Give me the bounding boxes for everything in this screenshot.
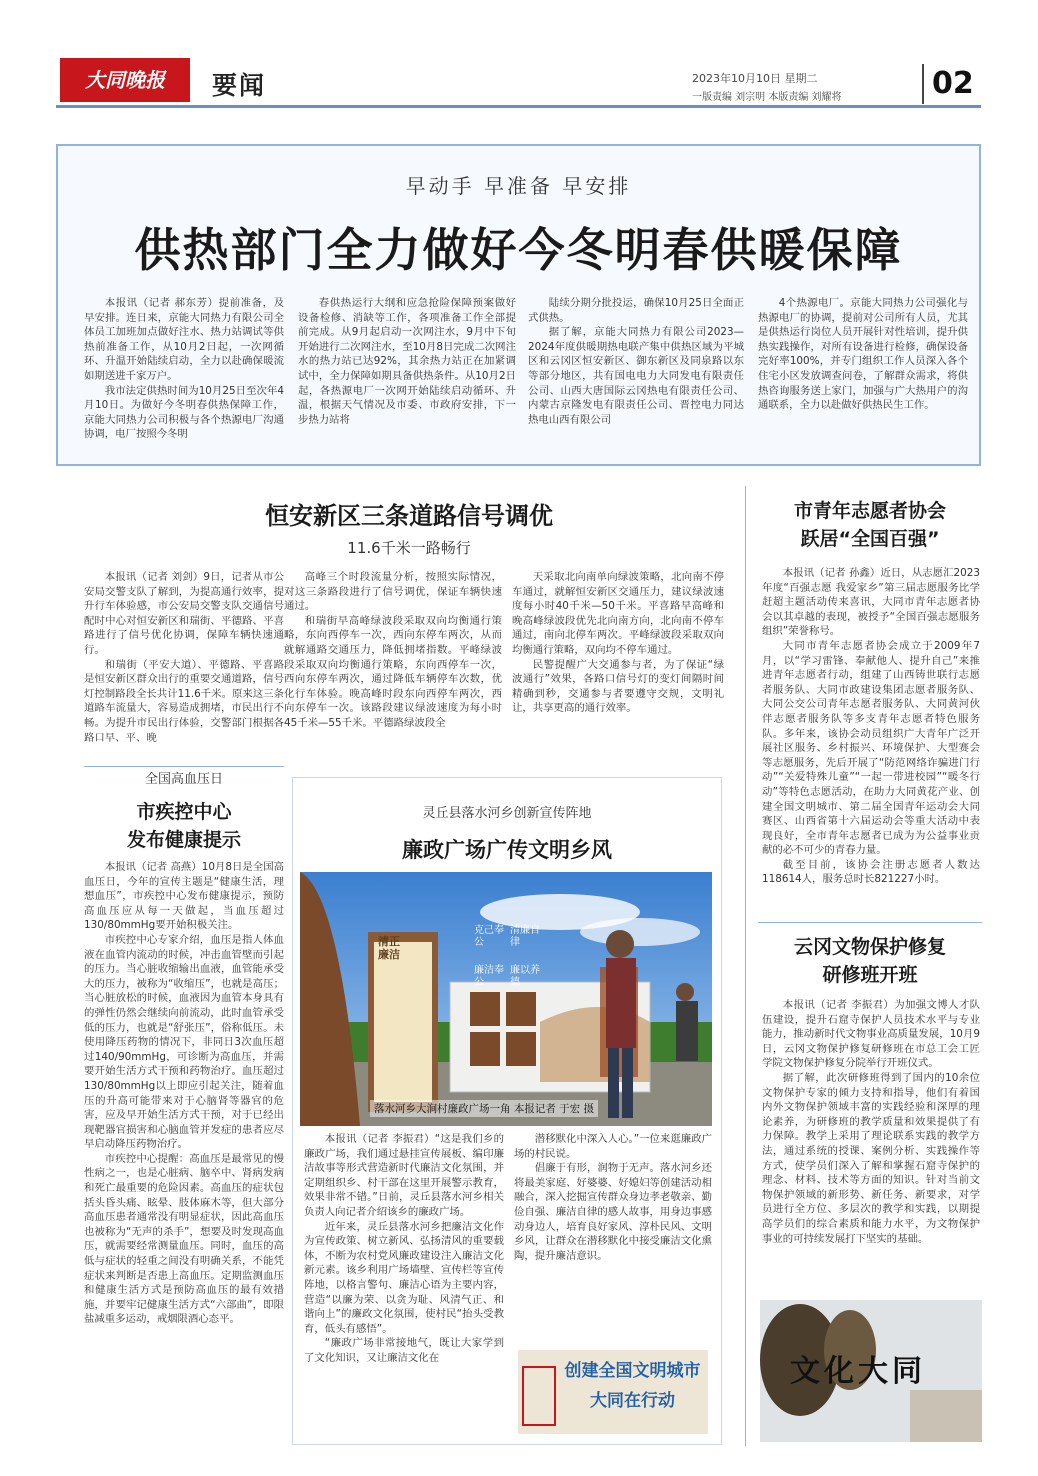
- paragraph: 本报讯（记者 郝东芳）提前准备，及早安排。连日来，京能大同热力有限公司全体员工加班加点做好注水、热力站调试等供热前准备工作，从10月2日起，一次网循环、升温开始陆续启动，全力以赴确保暖流如期送进千家万户。: [84, 297, 284, 382]
- traffic-col-2: [284, 570, 502, 758]
- paragraph: 潜移默化中深入人心。”一位来逛廉政广场的村民说。: [514, 1133, 712, 1160]
- traffic-subheadline: 11.6千米一路畅行: [347, 539, 471, 557]
- traffic-headline: 恒安新区三条道路信号调优: [265, 502, 553, 530]
- lead-headline: 供热部门全力做好今冬明春供暖保障: [134, 223, 903, 277]
- lead-subheadline: 早动手 早准备 早安排: [405, 174, 632, 198]
- board-text-2: 清廉自律: [510, 925, 540, 948]
- village-headline: 廉政广场广传文明乡风: [402, 838, 612, 862]
- paragraph: “廉政广场非常接地气，既让大家学到了文化知识，又让廉洁文化在: [304, 1337, 504, 1364]
- section-title: 要闻: [212, 71, 267, 100]
- volunteer-headline-2: 跃居“全国百强”: [800, 528, 940, 550]
- paragraph: 天采取北向南单向绿波策略，北向南不停车通过，就解恒安新区交通压力，建议绿波速度每小时40千米—50千米。平喜路早高峰和晚高峰绿波段优先北向南方向，北向南不停车通过，南向北停车两次。平峰绿波段采取双向均衡通行策略，双向均不停车通过。: [512, 571, 724, 656]
- volunteer-body: [762, 566, 980, 918]
- lead-col-2: [298, 296, 516, 454]
- column-rule-right: [745, 486, 746, 1446]
- paragraph: 和瑞街（平安大道）、平德路、平喜路是恒安新区群众出行的重要交通道路，信号灯控制路段全长共计11.6千米。原来这三条道路车流量大，容易造成拥堵，市民出行不畅。为提升市民出行体验，交警部门根据各路口早、平、晚: [84, 658, 284, 744]
- heritage-headline-2: 研修班开班: [822, 964, 918, 986]
- lead-col-3: [528, 296, 744, 454]
- promo-line-2: 大同在行动: [590, 1391, 675, 1411]
- heritage-top-rule: [758, 922, 982, 923]
- paragraph: 民警提醒广大交通参与者，为了保证“绿波通行”效果，各路口信号灯的变灯间隔时间精确到秒，交通参与者要遵守交规，文明礼让，共享更高的通行效率。: [512, 658, 724, 715]
- newspaper-logo: 大同晚报: [60, 58, 190, 102]
- paragraph: 近年来，灵丘县落水河乡把廉洁文化作为宣传政策、树立新风、弘扬清风的重要载体，不断为农村党风廉政建设注入廉洁文化新元素。该乡利用广场墙壁、宣传栏等宣传阵地，以格言警句、廉洁心语为主要内容，营造“以廉为荣、以贪为耻、风清气正、和谐向上”的廉政文化氛围，使村民“抬头受教育，低头有感悟”。: [304, 1220, 504, 1335]
- paragraph: 本报讯（记者 刘剑）9日，记者从市公安局交警支队了解到，为提高通行效率，提升行车体验感，市公安局交警支队交通信号配时中心对恒安新区和瑞街、平德路、平喜路进行了信号优化协调，保障车辆快速通行。: [84, 571, 284, 656]
- heritage-headline-1: 云冈文物保护修复: [793, 936, 946, 958]
- paragraph: 倡廉于有形，润物于无声。落水河乡还将最美家庭、好婆婆、好媳妇等创建活动相融合，深入挖掘宣传群众身边孝老敬亲、勤俭自强、廉洁自律的感人故事，用身边事感动身边人，培育良好家风、淳朴民风、文明乡风，让群众在潜移默化中接受廉洁文化熏陶，提升廉洁意识。: [514, 1162, 712, 1262]
- village-photo: [300, 872, 712, 1126]
- health-top-rule: [84, 766, 284, 767]
- paragraph: 春供热运行大纲和应急抢险保障预案做好设备检修、消缺等工作，各项准备工作全部提前完成。从9月起启动一次网注水，9月中下旬开始进行二次网注水，至10月8日完成二次网注水的热力站已达92%，其余热力站正在加紧调试中，全力保障如期具备供热条件。从10月2日起，各热源电厂一次网开始陆续启动循环、升温，根据天气情况及市委、市政府安排，下一步热力站将: [298, 297, 516, 426]
- issue-date: 2023年10月10日 星期二: [692, 72, 818, 85]
- board-text-1: 克己奉公: [474, 925, 504, 948]
- board-text-3: 廉洁奉公: [474, 965, 504, 988]
- paragraph: 据了解，此次研修班得到了国内的10余位文物保护专家的倾力支持和指导，他们有着国内外文物保护领域丰富的实践经验和深厚的理论素养，为研修班的教学质量和效果提供了有力保障。教学上采用了理论联系实践的教学方法，通过系统的授课、案例分析、实践操作等方式，使学员们深入了解和掌握石窟寺保护的理念、材料、技术等方面的知识。针对当前文物保护领域的新形势、新任务、新要求，对学员进行全方位、多层次的教学和实践，以期提高学员们的综合素质和能力水平，为文物保护事业的可持续发展打下坚实的基础。: [762, 1071, 980, 1245]
- masthead-divider: [922, 64, 924, 104]
- health-headline-2: 发布健康提示: [126, 829, 241, 851]
- village-kicker: 灵丘县落水河乡创新宣传阵地: [422, 806, 592, 821]
- traffic-col-3: [512, 570, 724, 758]
- health-headline-1: 市疾控中心: [136, 801, 232, 823]
- paragraph: 本报讯（记者 李振君）“这是我们乡的廉政广场，我们通过悬挂宣传展板、编印廉洁故事等形式营造新时代廉洁文化氛围，并定期组织乡、村干部在这里开展警示教育，效果非常不错。”日前，灵丘县落水河乡相关负责人向记者介绍该乡的廉政广场。: [304, 1133, 504, 1218]
- masthead-rule: [56, 105, 981, 108]
- paragraph: 截至目前，该协会注册志愿者人数达118614人，服务总时长821227小时。: [762, 858, 980, 886]
- volunteer-headline-1: 市青年志愿者协会: [793, 500, 946, 522]
- culture-title: 文化大同: [790, 1354, 926, 1389]
- board-text-4: 廉以养德: [510, 965, 540, 988]
- health-body: [84, 860, 284, 1442]
- lead-col-1: [84, 296, 284, 454]
- paragraph: 本报讯（记者 高燕）10月8日是全国高血压日，今年的宣传主题是“健康生活，理想血压”，市疾控中心发布健康提示，预防高血压应从每一天做起，当血压超过130/80mmHg要开始积极关注。: [84, 861, 284, 932]
- lead-col-4: [758, 296, 968, 454]
- village-col-1: [304, 1132, 504, 1444]
- promo-emblem: [522, 1366, 556, 1426]
- photo-caption: 落水河乡大涧村廉政广场一角 本报记者 于宏 摄: [370, 1100, 598, 1117]
- traffic-col-1: [84, 570, 284, 758]
- paragraph: 4个热源电厂。京能大同热力公司强化与热源电厂的协调，提前对公司所有人员，尤其是供热运行岗位人员开展针对性培训，提升供热实践操作，对所有设备进行检修，确保设备完好率100%，并专门组织工作人员深入各个住宅小区发放调查问卷，了解群众需求，将供热咨询服务送上家门，加强与广大热用户的沟通联系，全力以赴做好供热民生工作。: [758, 297, 968, 412]
- health-kicker: 全国高血压日: [144, 772, 223, 787]
- paragraph: 市疾控中心专家介绍，血压是指人体血液在血管内流动的时候，冲击血管壁而引起的压力。当心脏收缩输出血液，血管能承受大的压力，被称为“收缩压”，也就是高压；当心脏放松的时候，血液因为血管本身具有的弹性仍然会继续向前流动，此时血管承受低的压力，也就是“舒张压”，俗称低压。未使用降压药物的情况下，非同日3次血压超过140/90mmHg，可诊断为高血压，并需要开始生活方式干预和药物治疗。血压超过130/80mmHg以上即应引起关注，随着血压的升高可能带来对于心脑肾等器官的危害，应及早开始生活方式干预，对于已经出现靶器官损害和心脑血管并发症的患者应尽早启动降压药物治疗。: [84, 933, 284, 1151]
- paragraph: 和瑞街早高峰绿波段采取双向均衡通行策略，东向西停车一次，西向东停车两次，从而就解通路交通压力，降低拥堵指数。平峰绿波段采取双向均衡通行策略，东向西停车一次，西向东停车两次，通过降低车辆停车次数，优化行车体验。晚高峰时段东向西停车两次，西向东停车一次。该路段建议绿波速度为每小时45千米—55千米。平德路绿波段全: [284, 614, 502, 729]
- promo-line-1: 创建全国文明城市: [564, 1361, 701, 1381]
- paragraph: 我市法定供热时间为10月25日至次年4月10日。为做好今冬明春供热保障工作，京能大同热力公司积极与各个热源电厂沟通协调，电厂按照今冬明: [84, 384, 284, 441]
- page-number: 02: [932, 66, 974, 101]
- village-col-2: [514, 1132, 712, 1344]
- paragraph: 本报讯（记者 孙鑫）近日，从志愿汇2023年度“百强志愿 我爱家乡”第三届志愿服务比学赶超主题活动传来喜讯，大同市青年志愿者协会以其卓越的表现，被授予“全国百强志愿服务组织”荣誉称号。: [762, 567, 980, 638]
- paragraph: 市疾控中心提醒：高血压是最常见的慢性病之一，也是心脏病、脑卒中、肾病发病和死亡最重要的危险因素。高血压的症状包括头昏头痛、眩晕、肢体麻木等，但大部分高血压患者通常没有明显症状，因此高血压也被称为“无声的杀手”，想要及时发现高血压，就需要经常测量血压。同时，血压的高低与症状的轻重之间没有明确关系，不能凭症状来判断是否患上高血压。定期监测血压和健康生活方式是预防高血压的最有效措施，并要牢记健康生活方式“六部曲”，即限盐减重多运动，戒烟限酒心态平。: [84, 1152, 284, 1326]
- paragraph: 据了解，京能大同热力有限公司2023—2024年度供暖期热电联产集中供热区域为平城区和云冈区恒安新区、御东新区及同泉路以东等部分地区，共有国电电力大同发电有限责任公司、山西大唐国际云冈热电有限责任公司、内蒙古京隆发电有限责任公司、晋控电力同达热电山西有限公司: [528, 326, 744, 426]
- heritage-body: [762, 998, 980, 1296]
- paragraph: 本报讯（记者 李振君）为加强文博人才队伍建设，提升石窟寺保护人员技术水平与专业能力，推动新时代文物事业高质量发展，10月9日，云冈文物保护修复研修班在市总工会工匠学院文物保护修复分院举行开班仪式。: [762, 999, 980, 1070]
- paragraph: 大同市青年志愿者协会成立于2009年7月，以“学习雷锋、奉献他人、提升自己”来推进青年志愿者行动，组建了山西铸世联行志愿者服务队、大同市政建设集团志愿者服务队、大同公交公司青年志愿者服务队、大同黄河伙伴志愿者服务队等多支青年志愿者特色服务队。多年来，该协会动员组织广大青年广泛开展社区服务、乡村振兴、环境保护、大型赛会等志愿服务，先后开展了“防范网络诈骗进门行动”“关爱特殊儿童”“一起一带进校园”“暖冬行动”等特色志愿活动，在助力大同黄花产业、创建全国文明城市、第二届全国青年运动会大同赛区、山西省第十六届运动会等重大活动中表现良好，全市青年志愿者已成为为公益事业贡献的必不可少的青春力量。: [762, 639, 980, 857]
- sign-text-1: 清正廉洁: [378, 935, 400, 961]
- paragraph: 陆续分期分批投运，确保10月25日全面正式供热。: [528, 297, 744, 324]
- paragraph: 高峰三个时段流量分析，按照实际情况，对这三条路段进行了信号调优，保证车辆快速通过。: [284, 571, 502, 613]
- page-editors: 一版责编 刘宗明 本版责编 刘耀将: [692, 92, 842, 103]
